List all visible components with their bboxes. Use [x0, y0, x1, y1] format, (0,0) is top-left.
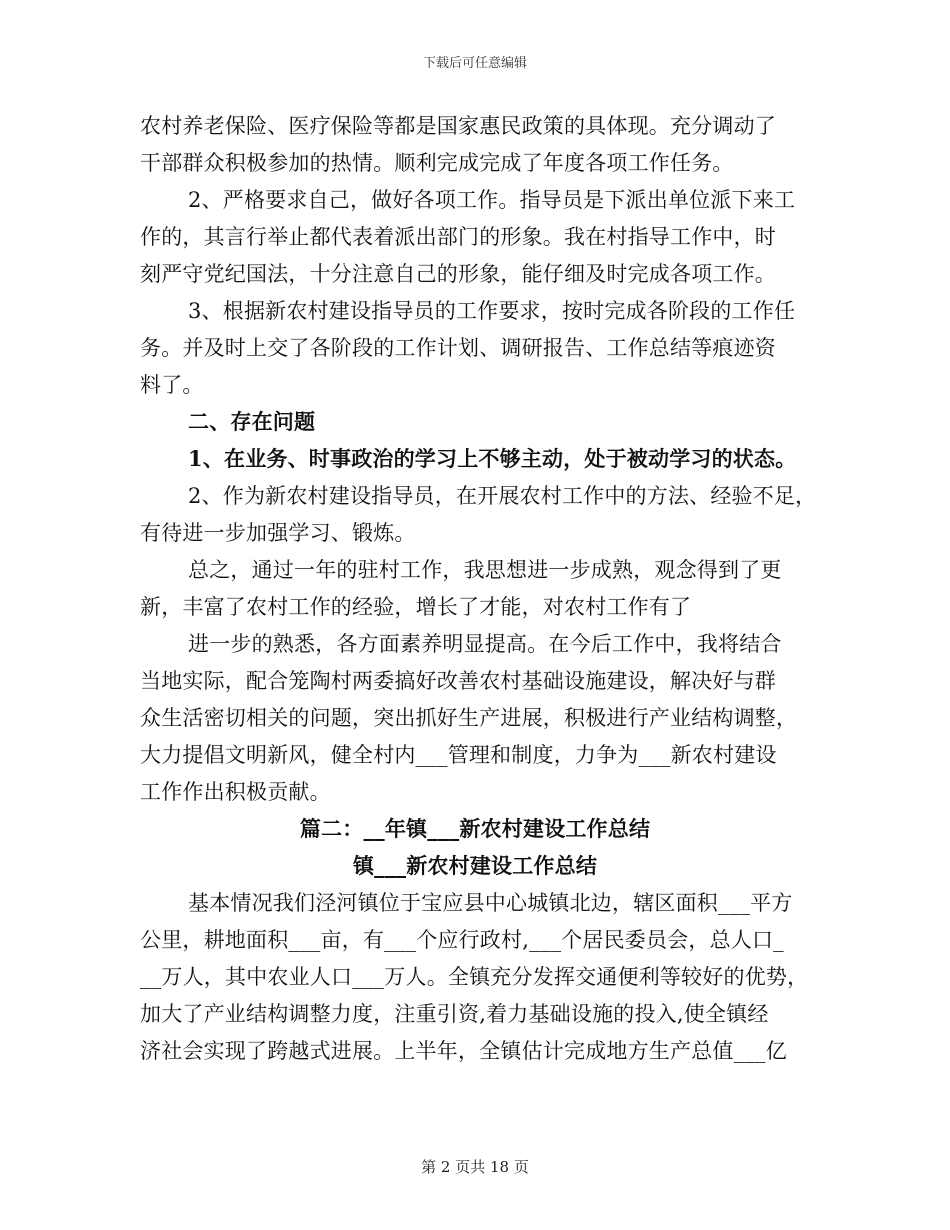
body-line: 2、严格要求自己，做好各项工作。指导员是下派出单位派下来工 [188, 188, 796, 212]
body-line: 农村养老保险、医疗保险等都是国家惠民政策的具体现。充分调动了 [140, 114, 776, 138]
body-line: 刻严守党纪国法，十分注意自己的形象，能仔细及时完成各项工作。 [140, 262, 776, 286]
body-line: 有待进一步加强学习、锻炼。 [140, 521, 416, 545]
body-line: 2、作为新农村建设指导员，在开展农村工作中的方法、经验不足， [188, 484, 817, 508]
body-line: 进一步的熟悉，各方面素养明显提高。在今后工作中，我将结合 [188, 632, 782, 656]
header-note: 下载后可任意编辑 [422, 56, 527, 71]
body-line: __万人，其中农业人口___万人。全镇充分发挥交通便利等较好的优势， [140, 965, 809, 989]
body-line: 3、根据新农村建设指导员的工作要求，按时完成各阶段的工作任 [188, 299, 796, 323]
chapter-title: 篇二：__年镇___新农村建设工作总结 [299, 816, 651, 841]
body-line: 济社会实现了跨越式进展。上半年，全镇估计完成地方生产总值___亿 [140, 1039, 787, 1063]
body-line: 基本情况我们泾河镇位于宝应县中心城镇北边，辖区面积___平方 [188, 891, 793, 915]
body-line-bold: 1、在业务、时事政治的学习上不够主动，处于被动学习的状态。 [188, 446, 797, 471]
body-line: 公里，耕地面积___亩，有___个应行政村,___个居民委员会，总人口_ [140, 928, 784, 952]
chapter-subtitle: 镇___新农村建设工作总结 [352, 853, 598, 878]
page-number: 第 2 页共 18 页 [421, 1158, 529, 1176]
body-line: 干部群众积极参加的热情。顺利完成完成了年度各项工作任务。 [140, 151, 734, 175]
body-line: 新，丰富了农村工作的经验，增长了才能，对农村工作有了 [140, 595, 692, 619]
section-heading: 二、存在问题 [188, 409, 316, 434]
body-line: 料了。 [140, 373, 204, 397]
body-line: 工作作出积极贡献。 [140, 780, 331, 804]
body-line: 当地实际，配合笼陶村两委搞好改善农村基础设施建设，解决好与群 [140, 669, 776, 693]
body-line: 众生活密切相关的问题，突出抓好生产进展，积极进行产业结构调整， [140, 706, 798, 730]
body-line: 加大了产业结构调整力度，注重引资,着力基础设施的投入,使全镇经 [140, 1002, 769, 1026]
body-line: 务。并及时上交了各阶段的工作计划、调研报告、工作总结等痕迹资 [140, 336, 776, 360]
body-line: 总之，通过一年的驻村工作，我思想进一步成熟，观念得到了更 [188, 558, 782, 582]
body-line: 大力提倡文明新风，健全村内___管理和制度，力争为___新农村建设 [140, 743, 777, 767]
body-line: 作的，其言行举止都代表着派出部门的形象。我在村指导工作中，时 [140, 225, 776, 249]
